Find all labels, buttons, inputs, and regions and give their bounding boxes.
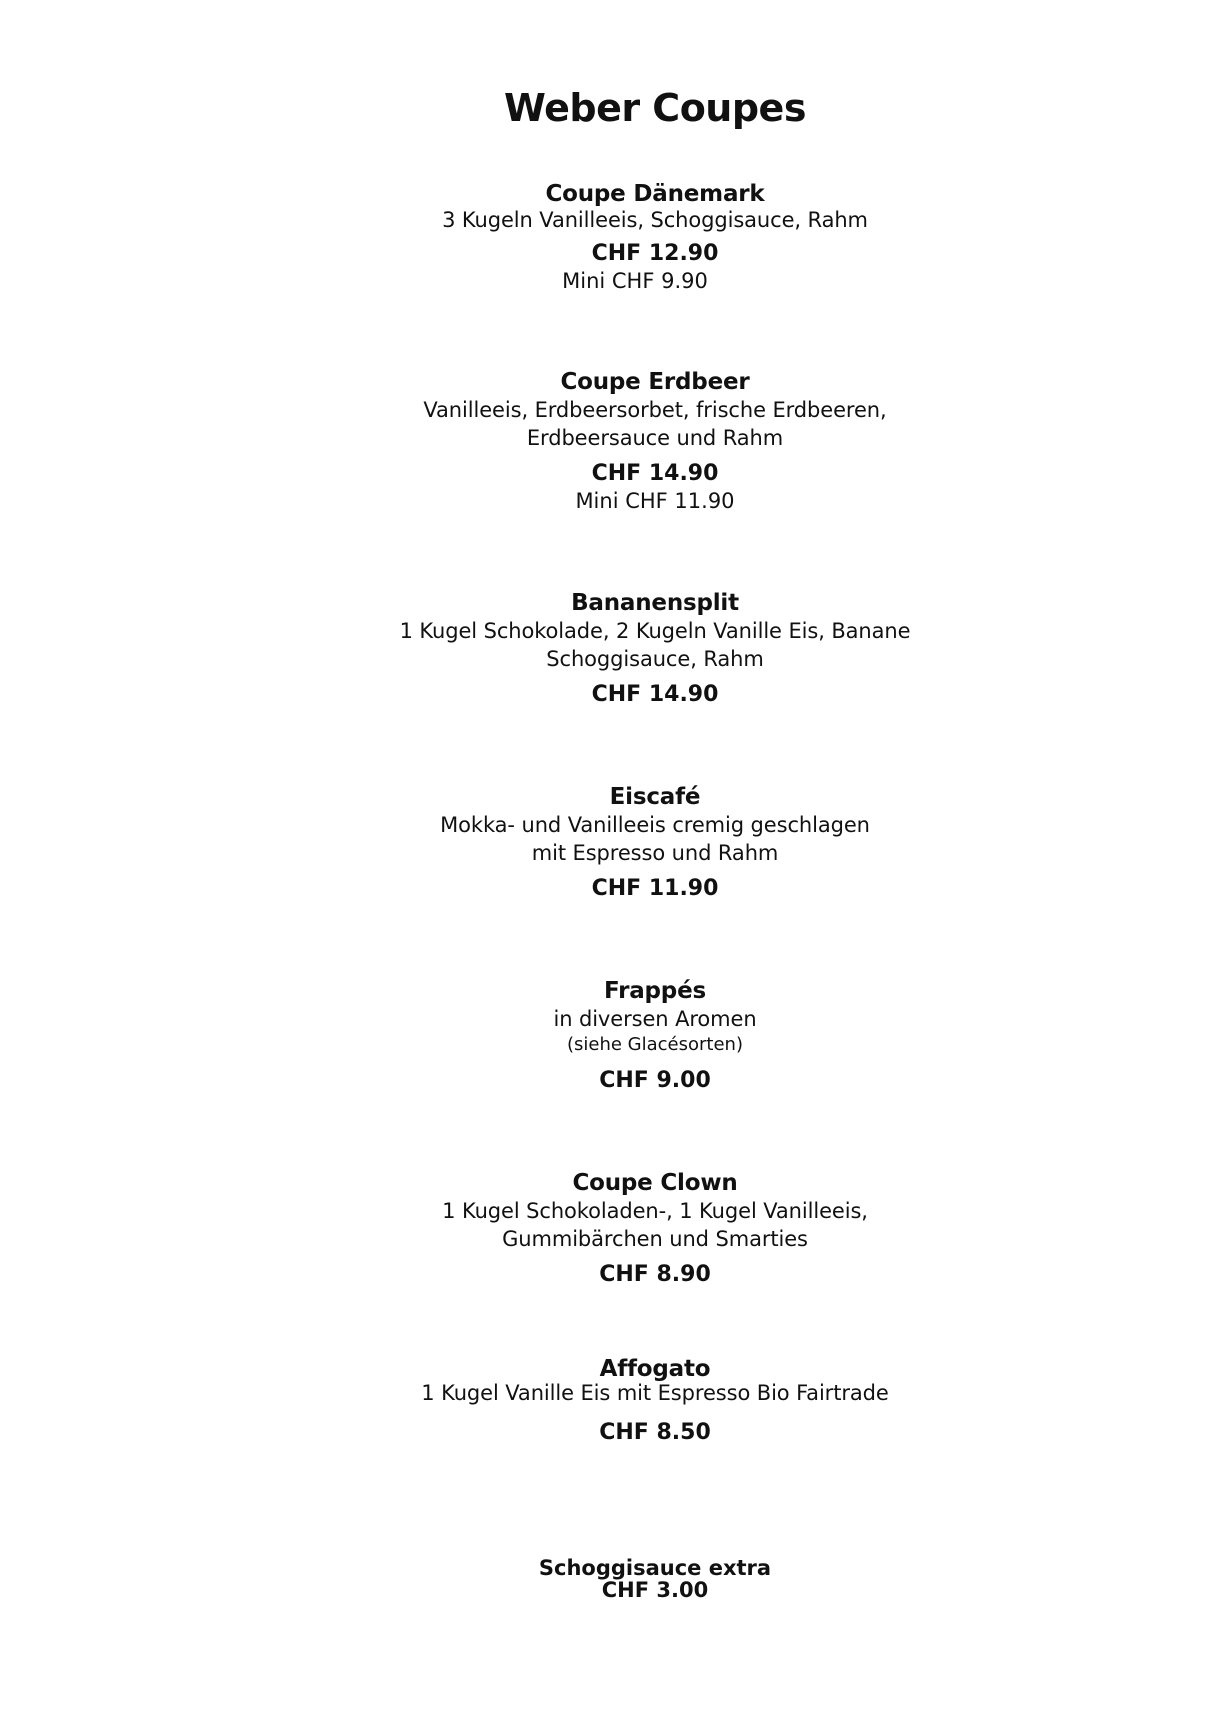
item-note: (siehe Glacésorten) <box>567 1034 743 1055</box>
menu-item-frappes <box>0 977 1222 1095</box>
item-price: CHF 14.90 <box>591 682 719 707</box>
item-description: 1 Kugel Vanille Eis mit Espresso Bio Fairtrade <box>421 1381 889 1405</box>
item-description: Mokka- und Vanilleeis cremig geschlagen <box>440 813 870 837</box>
item-mini-price: Mini CHF 11.90 <box>575 489 735 513</box>
item-price: CHF 9.00 <box>599 1068 711 1093</box>
item-price: CHF 11.90 <box>591 876 719 901</box>
item-price: CHF 8.50 <box>599 1420 711 1445</box>
item-description: 1 Kugel Schokoladen-, 1 Kugel Vanilleeis, <box>442 1199 868 1223</box>
item-description: 3 Kugeln Vanilleeis, Schoggisauce, Rahm <box>442 208 868 232</box>
item-description: mit Espresso und Rahm <box>531 841 779 865</box>
item-name: Coupe Dänemark <box>545 181 765 207</box>
item-name: Schoggisauce extra <box>538 1556 772 1580</box>
item-name: Frappés <box>604 978 706 1004</box>
menu-item-eiscafe <box>0 783 1222 903</box>
item-description: Erdbeersauce und Rahm <box>526 426 784 450</box>
menu-item-coupe-erdbeer <box>0 368 1222 514</box>
item-price: CHF 8.90 <box>599 1262 711 1287</box>
item-price: CHF 12.90 <box>591 241 719 266</box>
extra-item-schoggisauce <box>0 1557 1222 1601</box>
item-name: Coupe Clown <box>572 1170 738 1196</box>
item-description: Schoggisauce, Rahm <box>546 647 764 671</box>
item-description: in diversen Aromen <box>553 1007 757 1031</box>
item-description: Vanilleeis, Erdbeersorbet, frische Erdbeeren, <box>423 398 887 422</box>
menu-item-coupe-daenemark <box>0 180 1222 294</box>
item-mini-price: Mini CHF 9.90 <box>562 269 708 293</box>
item-description: 1 Kugel Schokolade, 2 Kugeln Vanille Eis, Banane <box>399 619 911 643</box>
item-price: CHF 14.90 <box>591 461 719 486</box>
item-name: Coupe Erdbeer <box>560 369 750 395</box>
item-name: Affogato <box>599 1356 711 1382</box>
menu-item-affogato <box>0 1357 1222 1447</box>
item-description: Gummibärchen und Smarties <box>502 1227 808 1251</box>
page-title: Weber Coupes <box>504 86 806 130</box>
item-price: CHF 3.00 <box>601 1578 709 1602</box>
menu-item-bananensplit <box>0 589 1222 709</box>
menu-item-coupe-clown <box>0 1169 1222 1289</box>
item-name: Eiscafé <box>609 784 701 810</box>
item-name: Bananensplit <box>571 590 739 616</box>
